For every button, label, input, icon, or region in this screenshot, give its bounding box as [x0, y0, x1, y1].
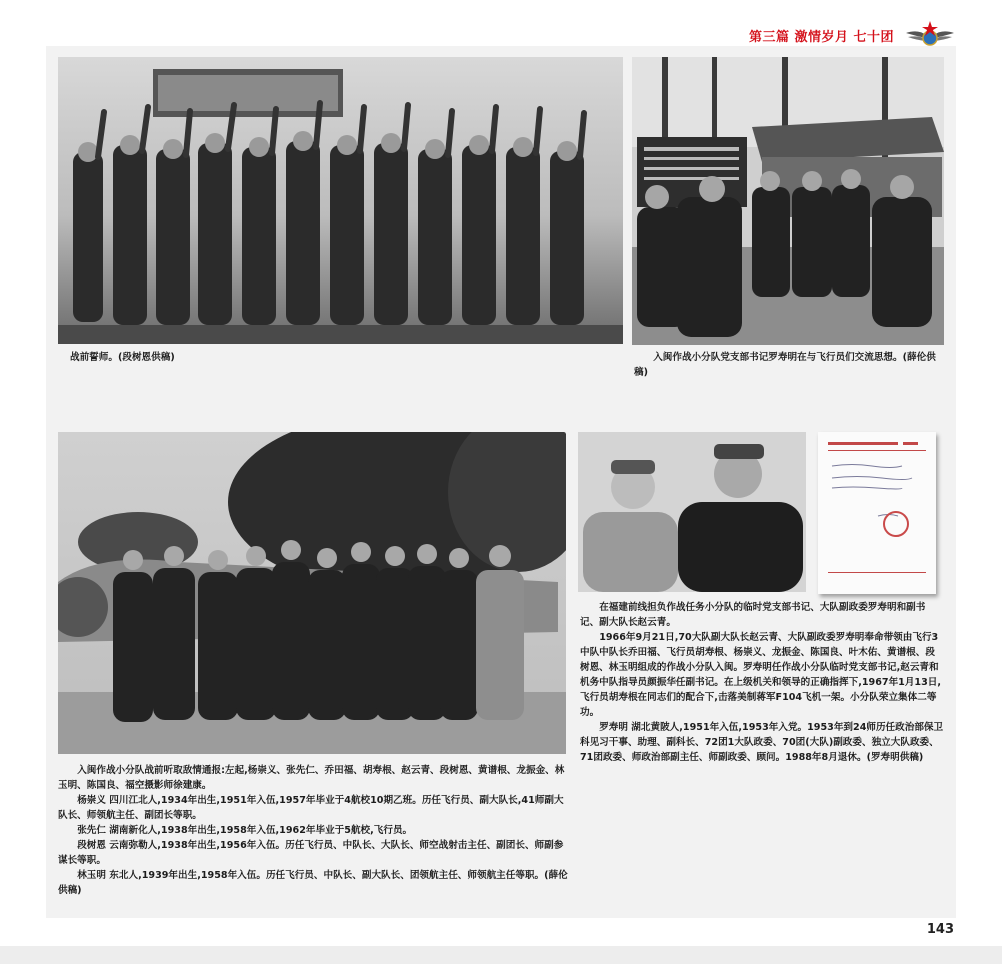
group-briefing-photo [58, 432, 566, 754]
page-number: 143 [926, 922, 954, 937]
caption-text: 战前誓师。(段树恩供稿) [70, 352, 175, 363]
section-title: 第三篇 激情岁月 七十团 [748, 29, 894, 45]
bottom-band [0, 946, 1002, 964]
caption-paragraph: 杨崇义 四川江北人,1934年出生,1951年入伍,1957年毕业于4航校10期乙班。历任飞行员、副大队长,41师副大队长、师领航主任、副团长等职。 [58, 795, 564, 821]
oath-rally-caption [70, 350, 610, 365]
caption-paragraph: 在福建前线担负作战任务小分队的临时党支部书记、大队副政委罗寿明和副书记、副大队长赵云青。 [580, 602, 926, 628]
portrait-photo [578, 432, 806, 592]
handwritten-document-photo [818, 432, 936, 594]
caption-paragraph: 张先仁 湖南新化人,1938年出生,1958年入伍,1962年毕业于5航校,飞行员。 [77, 825, 413, 836]
discussion-photo [632, 57, 944, 345]
oath-rally-photo [58, 57, 623, 344]
portrait-caption [580, 600, 944, 765]
discussion-caption [634, 350, 946, 380]
caption-paragraph: 罗寿明 湖北黄陂人,1951年入伍,1953年入党。1953年到24师历任政治部保卫科见习干事、助理、副科长、72团1大队政委、70团(大队)副政委、独立大队政委、71团政委、师政治部副主任、师副政委、顾问。1988年8月退休。(罗寿明供稿) [580, 722, 944, 763]
caption-paragraph: 林玉明 东北人,1939年出生,1958年入伍。历任飞行员、中队长、副大队长、团领航主任、师领航主任等职。(薛伦供稿) [58, 870, 568, 896]
caption-text: 入闽作战小分队党支部书记罗寿明在与飞行员们交流思想。(薛伦供稿) [634, 352, 936, 378]
caption-paragraph: 入闽作战小分队战前听取敌情通报:左起,杨崇义、张先仁、乔田福、胡寿根、赵云青、段树恩、黄谱根、龙振金、林玉明、陈国良、福空摄影师徐建康。 [58, 765, 565, 791]
group-briefing-caption [58, 763, 568, 898]
caption-paragraph: 1966年9月21日,70大队副大队长赵云青、大队副政委罗寿明奉命带领由飞行3中队中队长乔田福、飞行员胡寿根、杨崇义、龙振金、陈国良、叶木佑、黄谱根、段树恩、林玉明组成的作战小分队入闽。罗寿明任作战小分队临时党支部书记,赵云青和机务中队指导员颜振华任副书记。在上级机关和领导的正确指挥下,1967年1月13日,飞行员胡寿根在同志们的配合下,击落美制蒋军F104飞机一架。小分队荣立集体二等功。 [580, 632, 942, 718]
caption-paragraph: 段树恩 云南弥勒人,1938年出生,1956年入伍。历任飞行员、中队长、大队长、师空战射击主任、副团长、师副参谋长等职。 [58, 840, 564, 866]
